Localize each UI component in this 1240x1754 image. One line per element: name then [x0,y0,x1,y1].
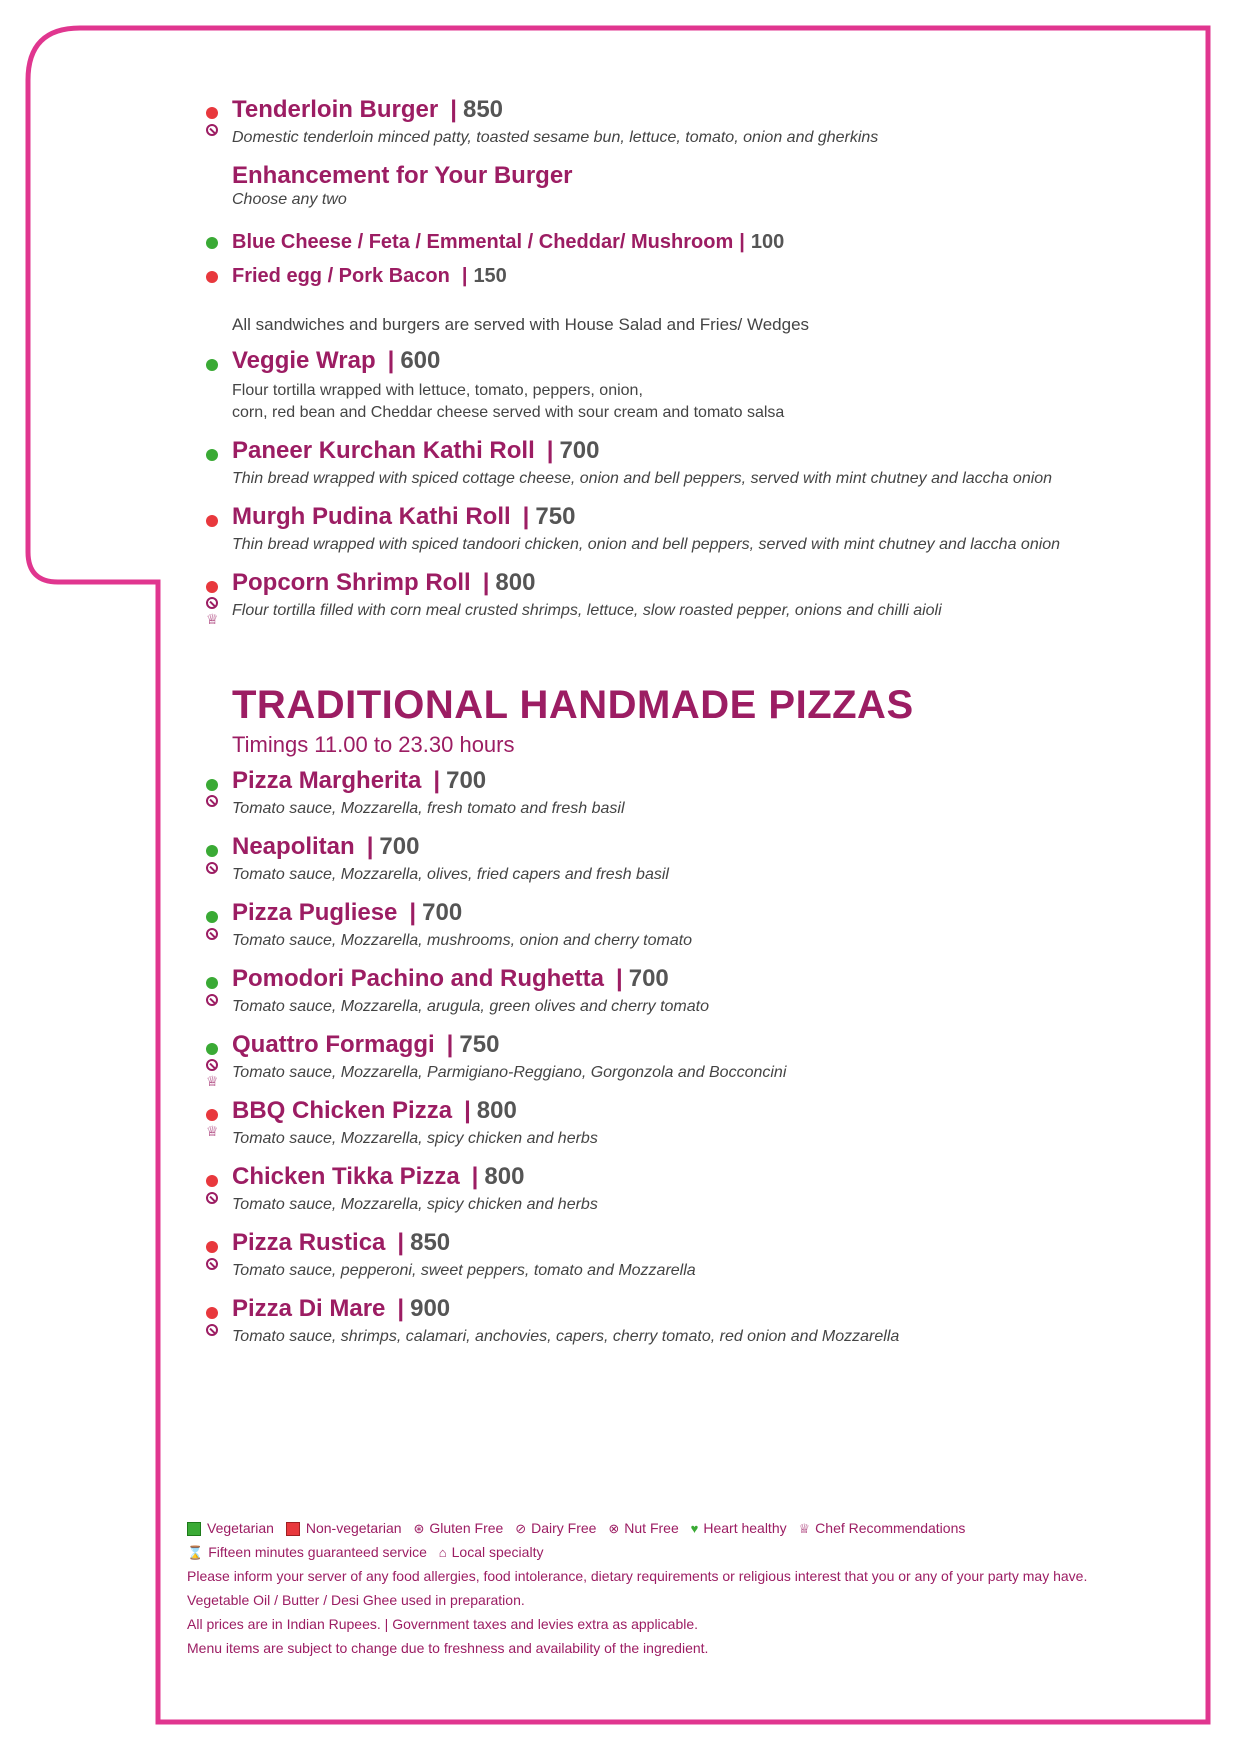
price-separator: | [366,833,374,860]
nut-free-icon [206,1258,218,1270]
price-separator: | [450,96,457,123]
item-price: 750 [535,503,576,530]
addon-price: 100 [750,231,785,253]
enhancement-subtitle: Choose any two [232,191,347,208]
oil-notice: Vegetable Oil / Butter / Desi Ghee used in preparation. [187,1592,525,1608]
menu-item-tenderloin-burger [232,95,878,147]
non-veg-icon [206,1109,218,1121]
veg-icon [206,1043,218,1055]
price-separator: | [397,1229,405,1256]
legend-heart-healthy: Heart healthy [703,1520,787,1536]
item-description: Flour tortilla filled with corn meal crusted shrimps, lettuce, slow roasted pepper, onions and chilli aioli [232,602,942,619]
item-name: Neapolitan [232,833,355,860]
item-price: 700 [446,767,487,794]
heart-icon: ♥ [690,1521,699,1536]
veg-icon [206,845,218,857]
item-price: 700 [559,437,600,464]
sides-note: All sandwiches and burgers are served with House Salad and Fries/ Wedges [232,315,810,334]
price-separator: | [739,231,745,253]
chef-hat-icon: ♕ [206,1123,219,1139]
dairy-free-icon: ⊘ [515,1521,527,1536]
nut-free-icon [206,1192,218,1204]
item-description: Tomato sauce, Mozzarella, mushrooms, onion and cherry tomato [232,932,693,949]
price-separator: | [482,569,490,596]
price-separator: | [471,1163,479,1190]
menu-item-pizza [232,766,625,818]
price-separator: | [446,1031,454,1058]
non-veg-icon [206,581,218,593]
addon-cheese [232,227,784,257]
item-name: Pizza Di Mare [232,1295,386,1322]
item-description: Tomato sauce, Mozzarella, olives, fried capers and fresh basil [232,866,669,883]
non-veg-icon [206,271,218,283]
legend-nut-free: Nut Free [624,1520,679,1536]
menu-item-pizza [232,1096,598,1148]
price-separator: | [409,899,417,926]
addon-name: Fried egg / Pork Bacon [232,265,450,287]
legend-chef: Chef Recommendations [815,1520,966,1536]
legend-dairy-free: Dairy Free [531,1520,597,1536]
item-description: Tomato sauce, Mozzarella, arugula, green olives and cherry tomato [232,998,709,1015]
price-separator: | [433,767,441,794]
menu-item-murgh-roll [232,502,1060,554]
price-separator: | [464,1097,471,1124]
enhancement-title: Enhancement for Your Burger [232,162,573,189]
chef-hat-icon: ♕ [206,1073,219,1089]
addon-price: 150 [473,265,507,287]
menu-item-pizza [232,1030,786,1082]
item-price: 800 [484,1163,525,1190]
item-price: 700 [379,833,420,860]
nut-free-icon [206,1059,218,1071]
enhancement-section [232,161,573,209]
non-veg-icon [206,1241,218,1253]
nut-free-icon: ⊗ [608,1521,620,1536]
item-description: Domestic tenderloin minced patty, toasted sesame bun, lettuce, tomato, onion and gherkins [232,129,879,146]
legend-vegetarian: Vegetarian [207,1520,274,1536]
price-separator: | [616,965,623,992]
non-veg-legend-icon [286,1522,300,1536]
item-price: 850 [462,96,504,123]
item-description: Tomato sauce, Mozzarella, fresh tomato and fresh basil [232,800,625,817]
price-separator: | [387,347,395,374]
price-separator: | [461,265,468,287]
menu-item-shrimp-roll [232,568,942,620]
item-price: 850 [410,1229,451,1256]
item-name: BBQ Chicken Pizza [232,1097,453,1124]
menu-item-pizza [232,832,669,884]
non-veg-icon [206,1307,218,1319]
item-name: Pizza Pugliese [232,899,398,926]
veg-legend-icon [187,1522,201,1536]
allergy-notice: Please inform your server of any food allergies, food intolerance, dietary requirements or religious interest that you or any of your party may have. [187,1568,1088,1584]
nut-free-icon [206,597,218,609]
item-price: 800 [476,1097,517,1124]
item-name: Pizza Rustica [232,1229,386,1256]
veg-icon [206,779,218,791]
non-veg-icon [206,1175,218,1187]
menu-item-pizza [232,1294,899,1346]
item-description: Tomato sauce, Mozzarella, spicy chicken and herbs [232,1130,598,1147]
veg-icon [206,359,218,371]
non-veg-icon [206,107,218,119]
legend-row-2 [187,1542,543,1563]
nut-free-icon [206,1324,218,1336]
section-title-pizzas: TRADITIONAL HANDMADE PIZZAS [232,683,914,727]
addon-name: Blue Cheese / Feta / Emmental / Cheddar/ Mushroom [232,231,734,253]
item-description: Flour tortilla wrapped with lettuce, tomato, peppers, onion, [232,382,643,399]
item-name: Tenderloin Burger [232,96,439,123]
item-price: 750 [459,1031,500,1058]
item-description: Thin bread wrapped with spiced tandoori chicken, onion and bell peppers, served with mint chutney and laccha onion [232,536,1061,553]
veg-icon [206,977,218,989]
addon-egg [232,261,507,291]
nut-free-icon [206,795,218,807]
nut-free-icon [206,862,218,874]
veg-icon [206,237,218,249]
price-separator: | [397,1295,405,1322]
local-specialty-icon: ⌂ [438,1545,447,1560]
item-name: Popcorn Shrimp Roll [232,569,471,596]
gluten-free-icon: ⊛ [413,1521,425,1536]
menu-item-pizza [232,1162,598,1214]
item-description-2: corn, red bean and Cheddar cheese served with sour cream and tomato salsa [232,404,785,421]
item-name: Chicken Tikka Pizza [232,1163,460,1190]
item-name: Murgh Pudina Kathi Roll [232,503,511,530]
price-separator: | [522,503,530,530]
chef-hat-icon: ♕ [206,611,219,627]
legend-gluten-free: Gluten Free [429,1520,504,1536]
veg-icon [206,449,218,461]
item-price: 700 [628,965,669,992]
item-description: Tomato sauce, Mozzarella, spicy chicken and herbs [232,1196,598,1213]
item-name: Quattro Formaggi [232,1031,435,1058]
legend-fifteen-minutes: Fifteen minutes guaranteed service [208,1544,427,1560]
item-price: 700 [422,899,463,926]
item-description: Tomato sauce, Mozzarella, Parmigiano-Reggiano, Gorgonzola and Bocconcini [232,1064,787,1081]
non-veg-icon [206,515,218,527]
price-separator: | [546,437,554,464]
item-name: Pomodori Pachino and Rughetta [232,965,605,992]
item-price: 600 [400,347,441,374]
legend-row-1 [187,1518,965,1539]
nut-free-icon [206,994,218,1006]
chef-hat-icon: ♕ [798,1521,811,1536]
menu-item-paneer-roll [232,436,1052,488]
item-name: Veggie Wrap [232,347,376,374]
nut-free-icon [206,928,218,940]
item-price: 900 [410,1295,451,1322]
veg-icon [206,911,218,923]
hourglass-icon: ⌛ [187,1545,204,1560]
nut-free-icon [206,124,218,136]
legend-local-specialty: Local specialty [451,1544,544,1560]
menu-item-veggie-wrap [232,346,784,424]
section-timings: Timings 11.00 to 23.30 hours [232,732,515,757]
item-name: Paneer Kurchan Kathi Roll [232,437,535,464]
item-price: 800 [495,569,536,596]
item-description: Tomato sauce, shrimps, calamari, anchovies, capers, cherry tomato, red onion and Mozzarella [232,1328,900,1345]
item-description: Thin bread wrapped with spiced cottage cheese, onion and bell peppers, served with mint chutney and laccha onion [232,470,1053,487]
item-description: Tomato sauce, pepperoni, sweet peppers, tomato and Mozzarella [232,1262,696,1279]
menu-item-pizza [232,898,692,950]
item-name: Pizza Margherita [232,767,422,794]
legend-non-vegetarian: Non-vegetarian [305,1520,402,1536]
menu-item-pizza [232,1228,696,1280]
price-notice: All prices are in Indian Rupees. | Government taxes and levies extra as applicable. [187,1616,699,1632]
menu-item-pizza [232,964,709,1016]
availability-notice: Menu items are subject to change due to freshness and availability of the ingredient. [187,1640,709,1656]
